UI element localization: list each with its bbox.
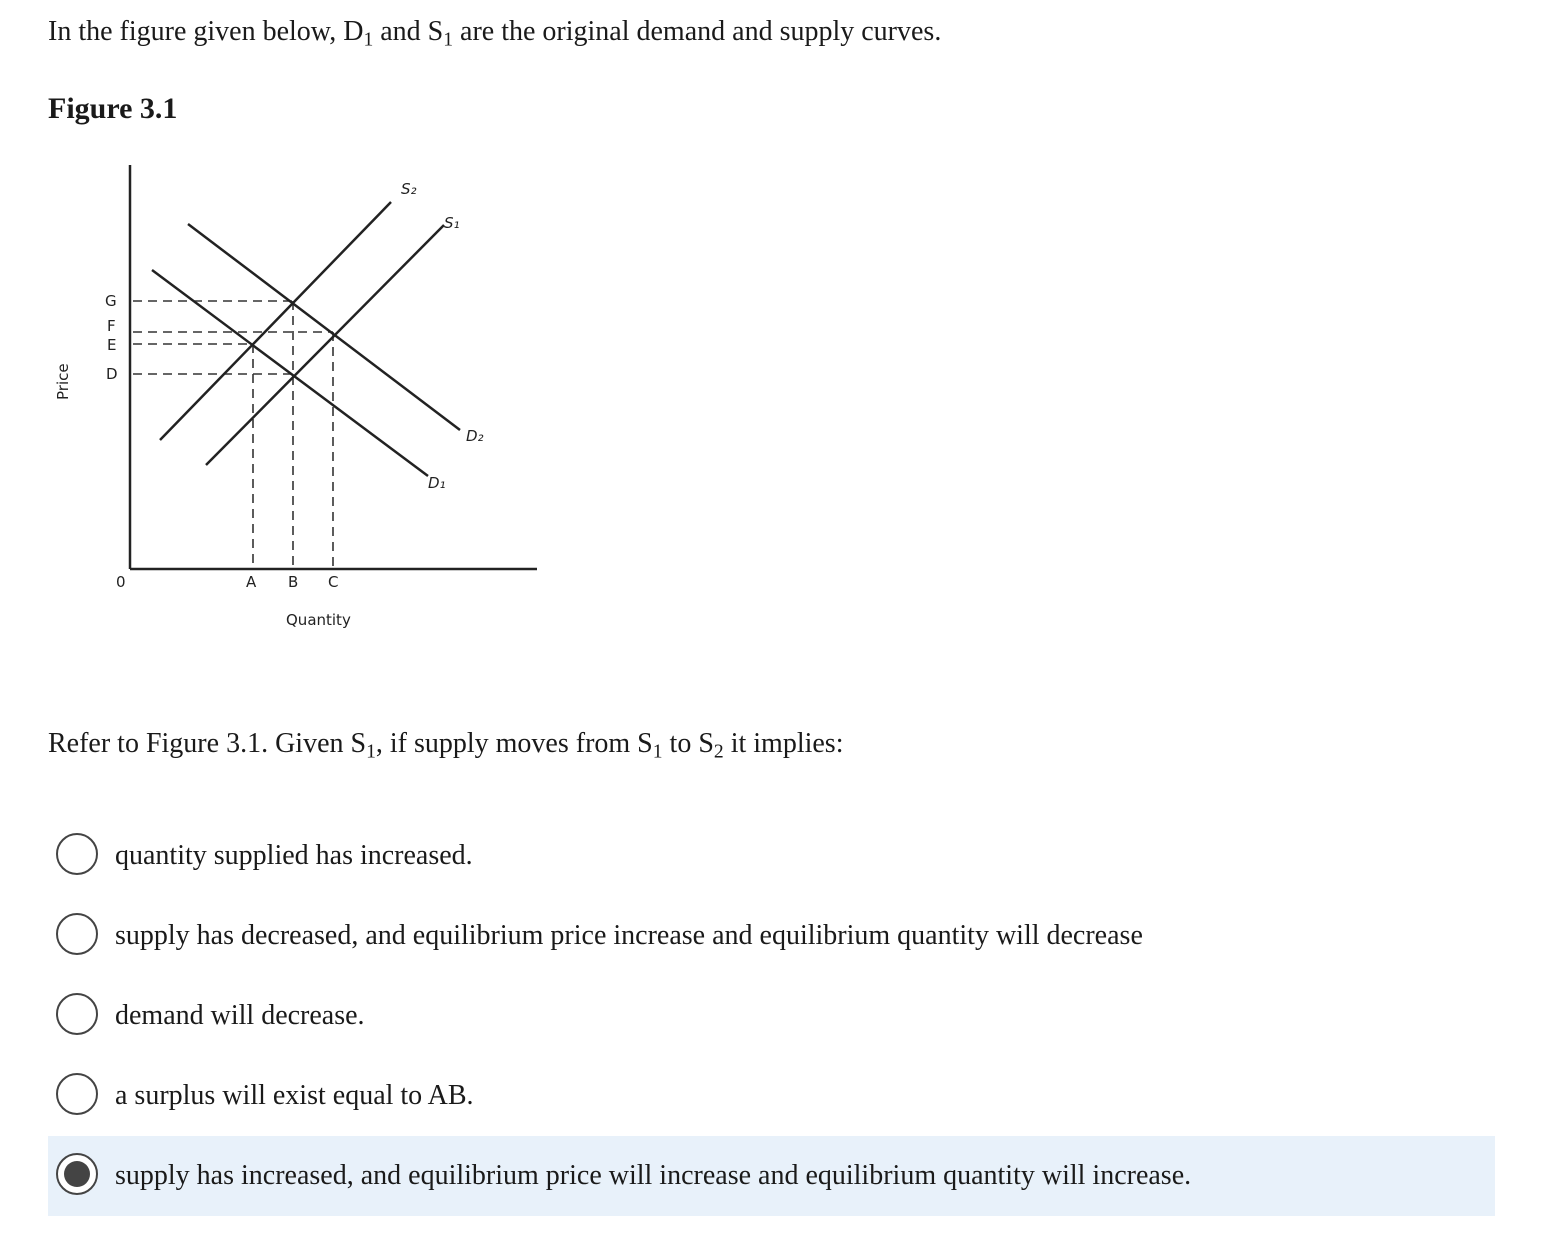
figure-label: Figure 3.1 — [48, 92, 178, 125]
x-axis-label: Quantity — [286, 611, 351, 629]
option-1[interactable] — [48, 816, 1495, 896]
curve-label-d1: D₁ — [428, 474, 446, 492]
chart-svg — [40, 150, 560, 650]
question-text: Refer to Figure 3.1. Given $S_1$, if supply moves from $S_1$ to $S_2$ it implies: — [48, 728, 844, 763]
radio-button-selected[interactable] — [56, 1153, 98, 1195]
radio-button[interactable] — [56, 913, 98, 955]
origin-label: 0 — [116, 573, 126, 591]
tick-label-g: G — [105, 292, 117, 310]
option-5[interactable] — [48, 1136, 1495, 1216]
figure-chart — [40, 150, 560, 655]
option-label: supply has decreased, and equilibrium price increase and equilibrium quantity will decrease — [115, 920, 1143, 951]
curve-label-s1: S₁ — [444, 214, 460, 232]
option-label: supply has increased, and equilibrium price will increase and equilibrium quantity will increase. — [115, 1160, 1192, 1191]
option-3[interactable] — [48, 976, 1495, 1056]
tick-label-a: A — [246, 573, 257, 591]
option-label: demand will decrease. — [115, 1000, 365, 1031]
tick-label-b: B — [288, 573, 299, 591]
y-axis-label: Price — [54, 363, 72, 400]
option-2[interactable] — [48, 896, 1495, 976]
option-4[interactable] — [48, 1056, 1495, 1136]
curve-s2 — [160, 202, 391, 440]
option-label: a surplus will exist equal to AB. — [115, 1080, 474, 1111]
radio-button[interactable] — [56, 833, 98, 875]
curve-s1 — [206, 225, 444, 465]
radio-button[interactable] — [56, 1073, 98, 1115]
tick-label-c: C — [328, 573, 339, 591]
tick-label-e: E — [107, 336, 117, 354]
tick-label-f: F — [107, 317, 116, 335]
intro-text: In the figure given below, $D_1$ and $S_1$ are the original demand and supply curves. — [48, 16, 942, 51]
answer-options — [48, 816, 1495, 1216]
curve-label-d2: D₂ — [466, 427, 484, 445]
curve-label-s2: S₂ — [401, 180, 417, 198]
option-label: quantity supplied has increased. — [115, 840, 473, 871]
tick-label-d: D — [106, 365, 118, 383]
radio-button[interactable] — [56, 993, 98, 1035]
